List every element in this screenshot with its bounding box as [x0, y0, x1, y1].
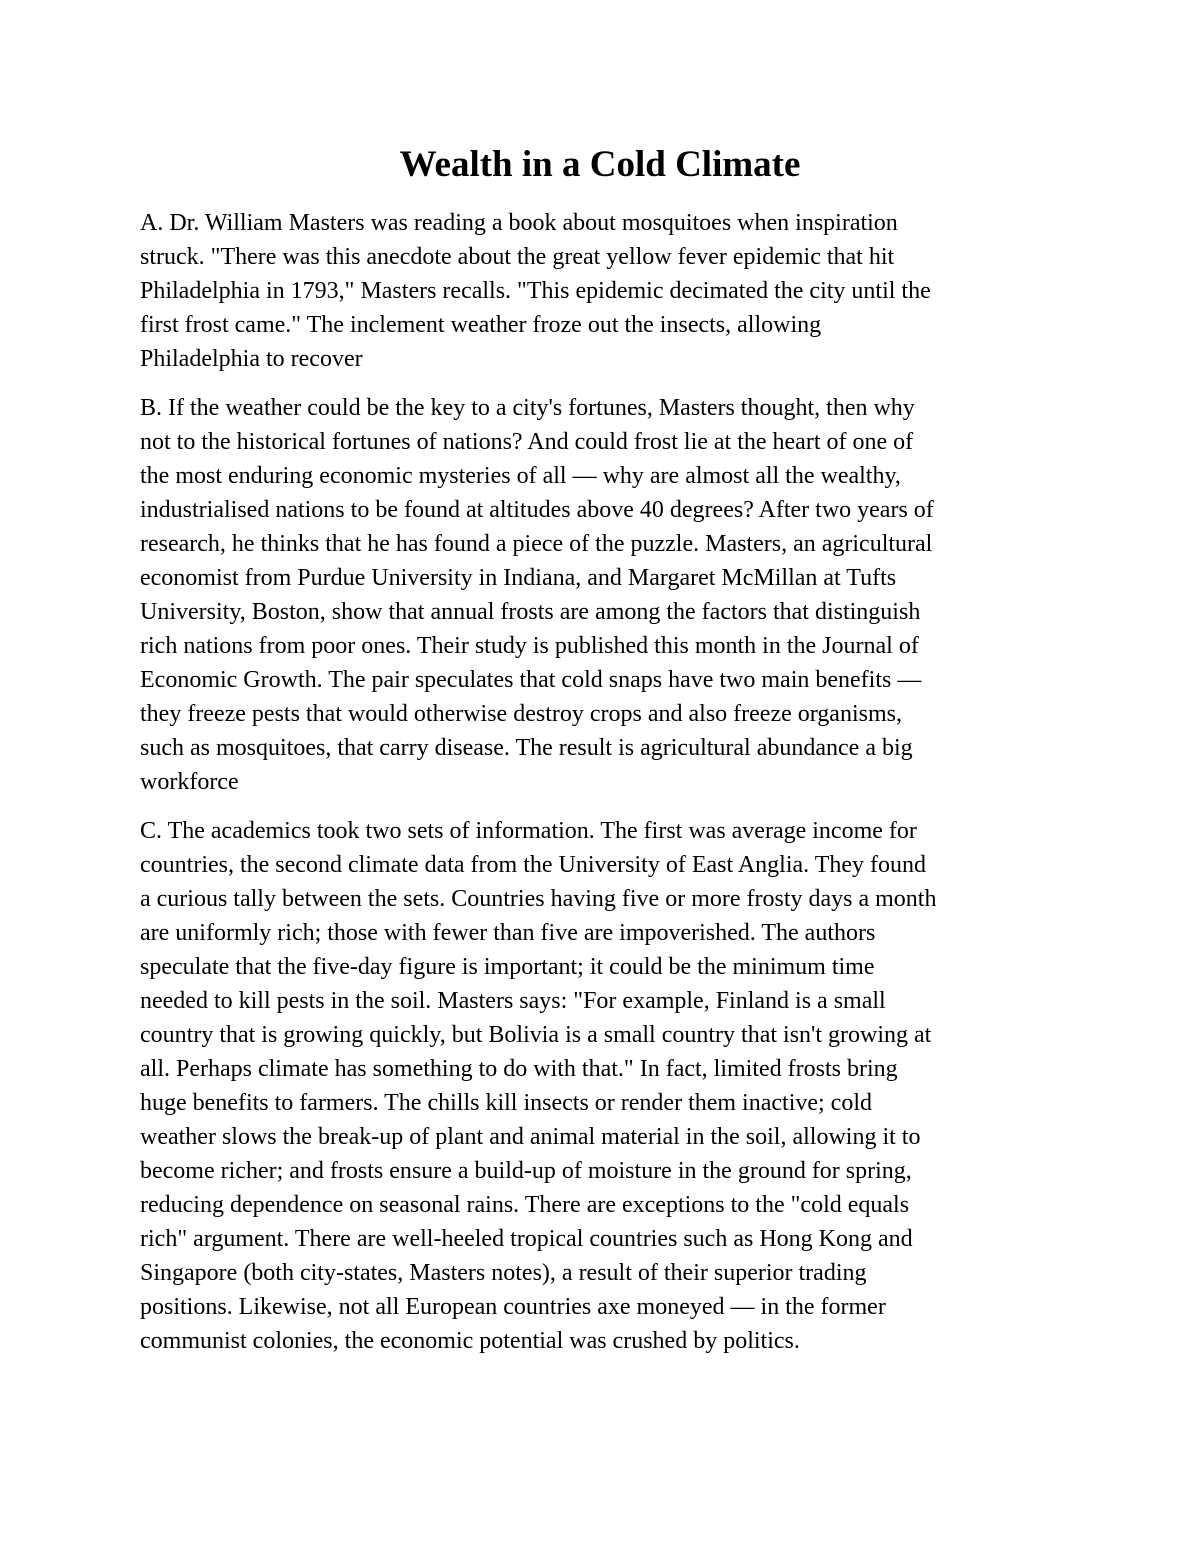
paragraph-line: become richer; and frosts ensure a build-up of moisture in the ground for spring,: [140, 1158, 912, 1184]
paragraph-line: reducing dependence on seasonal rains. There are exceptions to the "cold equals: [140, 1192, 910, 1218]
paragraph-line: industrialised nations to be found at altitudes above 40 degrees? After two years of: [140, 497, 934, 523]
paragraph-line: Philadelphia in 1793," Masters recalls. "This epidemic decimated the city until the: [140, 278, 931, 304]
paragraph-line: they freeze pests that would otherwise destroy crops and also freeze organisms,: [140, 701, 902, 727]
paragraph-line: rich" argument. There are well-heeled tropical countries such as Hong Kong and: [140, 1226, 913, 1252]
paragraph-line: first frost came." The inclement weather froze out the insects, allowing: [140, 312, 822, 338]
paragraph-line: University, Boston, show that annual frosts are among the factors that distinguish: [140, 599, 921, 625]
paragraph-line: economist from Purdue University in Indiana, and Margaret McMillan at Tufts: [140, 565, 897, 591]
paragraph-b: [140, 391, 1060, 799]
paragraph-line: Economic Growth. The pair speculates that cold snaps have two main benefits —: [140, 667, 922, 693]
paragraph-line: rich nations from poor ones. Their study is published this month in the Journal of: [140, 633, 919, 659]
paragraph-line: B. If the weather could be the key to a city's fortunes, Masters thought, then why: [140, 395, 915, 421]
paragraph-a: [140, 206, 1060, 376]
paragraph-line: are uniformly rich; those with fewer than five are impoverished. The authors: [140, 920, 876, 946]
paragraph-line: the most enduring economic mysteries of all — why are almost all the wealthy,: [140, 463, 901, 489]
paragraph-line: research, he thinks that he has found a piece of the puzzle. Masters, an agricultural: [140, 531, 933, 557]
paragraph-line: country that is growing quickly, but Bolivia is a small country that isn't growing at: [140, 1022, 932, 1048]
paragraph-line: Singapore (both city-states, Masters notes), a result of their superior trading: [140, 1260, 867, 1286]
paragraph-line: needed to kill pests in the soil. Masters says: "For example, Finland is a small: [140, 988, 886, 1014]
paragraph-line: weather slows the break-up of plant and animal material in the soil, allowing it to: [140, 1124, 921, 1150]
document-title: Wealth in a Cold Climate: [399, 144, 801, 185]
paragraph-line: C. The academics took two sets of information. The first was average income for: [140, 818, 917, 844]
paragraph-line: countries, the second climate data from the University of East Anglia. They found: [140, 852, 927, 878]
paragraph-line: huge benefits to farmers. The chills kill insects or render them inactive; cold: [140, 1090, 872, 1116]
paragraph-line: A. Dr. William Masters was reading a book about mosquitoes when inspiration: [140, 210, 898, 236]
paragraph-line: such as mosquitoes, that carry disease. The result is agricultural abundance a big: [140, 735, 913, 761]
paragraph-line: not to the historical fortunes of nations? And could frost lie at the heart of one of: [140, 429, 914, 455]
paragraph-line: positions. Likewise, not all European countries axe moneyed — in the former: [140, 1294, 886, 1320]
paragraph-line: struck. "There was this anecdote about the great yellow fever epidemic that hit: [140, 244, 895, 270]
paragraph-c: [140, 814, 1060, 1358]
paragraph-line: communist colonies, the economic potential was crushed by politics.: [140, 1328, 800, 1354]
paragraph-line: Philadelphia to recover: [140, 346, 363, 372]
paragraph-line: speculate that the five-day figure is important; it could be the minimum time: [140, 954, 875, 980]
paragraph-line: all. Perhaps climate has something to do with that." In fact, limited frosts bring: [140, 1056, 898, 1082]
paragraph-line: workforce: [140, 769, 239, 795]
document-body: [140, 206, 1060, 1373]
paragraph-line: a curious tally between the sets. Countries having five or more frosty days a month: [140, 886, 937, 912]
